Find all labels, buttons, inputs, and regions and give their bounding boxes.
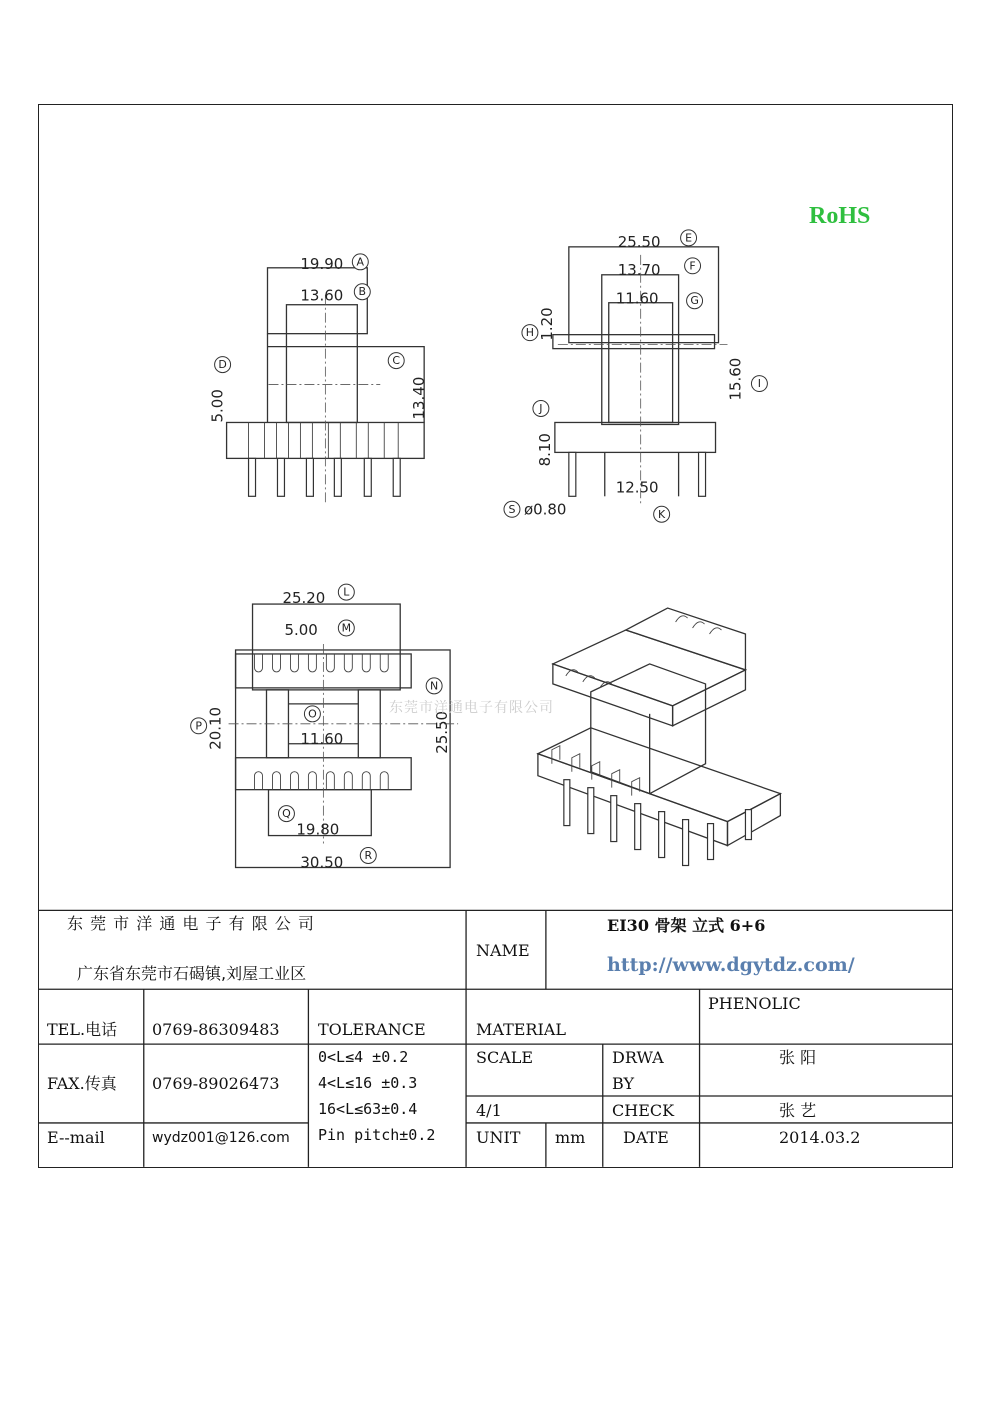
dim-C-ref: C [392, 354, 401, 368]
dim-L-value: 25.20 [282, 589, 326, 608]
dim-N-ref: N [430, 679, 439, 693]
website-link[interactable]: http://www.dgytdz.com/ [607, 954, 855, 976]
dim-M-value: 5.00 [284, 621, 318, 640]
dim-M-ref: M [341, 621, 352, 635]
dim-I-ref: I [757, 377, 762, 391]
dim-K-value: 12.50 [615, 478, 659, 497]
tolerance-line-1: 0<L≤4 ±0.2 [318, 1048, 409, 1066]
watermark-text: 东莞市洋通电子有限公司 [389, 700, 554, 716]
dim-O-value: 11.60 [300, 729, 344, 748]
company-name: 东 莞 市 洋 通 电 子 有 限 公 司 [67, 914, 315, 933]
email-value: wydz001@126.com [152, 1130, 290, 1146]
tel-label: TEL.电话 [47, 1020, 118, 1039]
dim-J-ref: J [539, 401, 543, 415]
drawing-sheet [38, 104, 953, 1168]
dim-J-value: 8.10 [535, 433, 554, 467]
unit-value: mm [555, 1128, 586, 1147]
dim-I-value: 15.60 [726, 357, 745, 401]
tel-value: 0769-86309483 [152, 1020, 280, 1039]
tolerance-line-2: 4<L≤16 ±0.3 [318, 1074, 418, 1092]
front-view [209, 254, 429, 504]
dim-P-ref: P [195, 719, 202, 733]
material-label: MATERIAL [476, 1020, 566, 1039]
dim-B-ref: B [358, 285, 367, 299]
dim-H-ref: H [525, 326, 535, 340]
scale-label: SCALE [476, 1048, 534, 1067]
tolerance-line-3: 16<L≤63±0.4 [318, 1100, 418, 1118]
side-view [504, 230, 767, 522]
dim-N-value: 25.50 [433, 710, 452, 754]
drawing-canvas [39, 105, 952, 1167]
drawn-by-label-2: BY [612, 1074, 635, 1093]
isometric-view [538, 608, 780, 865]
dim-P-value: 20.10 [206, 706, 225, 750]
material-value: PHENOLIC [708, 994, 801, 1013]
dim-R-value: 30.50 [300, 853, 344, 872]
drawn-by-value: 张 阳 [779, 1048, 817, 1067]
fax-label: FAX.传真 [47, 1074, 117, 1093]
dim-E-value: 25.50 [617, 232, 661, 251]
drawn-by-label-1: DRWA [612, 1048, 664, 1067]
dim-E-ref: E [685, 231, 693, 245]
dim-H-value: 1.20 [537, 307, 556, 341]
date-label: DATE [623, 1128, 669, 1147]
top-view [191, 584, 458, 871]
dim-F-value: 13.70 [617, 260, 661, 279]
dim-R-ref: R [364, 849, 373, 863]
dim-Q-ref: Q [282, 807, 291, 821]
tolerance-label: TOLERANCE [318, 1020, 426, 1039]
dim-S-value: ø0.80 [523, 500, 567, 519]
dim-F-ref: F [689, 259, 696, 273]
dim-G-ref: G [690, 294, 699, 308]
dim-O-ref: O [308, 707, 317, 721]
dim-S-ref: S [508, 502, 516, 516]
scale-value: 4/1 [476, 1101, 502, 1120]
fax-value: 0769-89026473 [152, 1074, 280, 1093]
rohs-mark: RoHS [809, 203, 871, 229]
dim-D-value: 5.00 [208, 389, 227, 423]
dim-A-value: 19.90 [300, 254, 344, 273]
dim-Q-value: 19.80 [296, 820, 340, 839]
dim-L-ref: L [343, 585, 350, 599]
dim-G-value: 11.60 [615, 289, 659, 308]
check-value: 张 艺 [779, 1101, 817, 1120]
check-label: CHECK [612, 1101, 675, 1120]
dim-C-value: 13.40 [410, 376, 429, 420]
name-label: NAME [476, 941, 530, 960]
part-name: EI30 骨架 立式 6+6 [607, 916, 766, 935]
dim-K-ref: K [658, 507, 666, 521]
dim-B-value: 13.60 [300, 286, 344, 305]
email-label: E--mail [47, 1128, 105, 1147]
tolerance-line-4: Pin pitch±0.2 [318, 1126, 436, 1144]
date-value: 2014.03.2 [779, 1128, 861, 1147]
company-address: 广东省东莞市石碣镇,刘屋工业区 [77, 964, 307, 983]
unit-label: UNIT [476, 1128, 521, 1147]
dim-A-ref: A [356, 255, 365, 269]
dim-D-ref: D [218, 358, 227, 372]
